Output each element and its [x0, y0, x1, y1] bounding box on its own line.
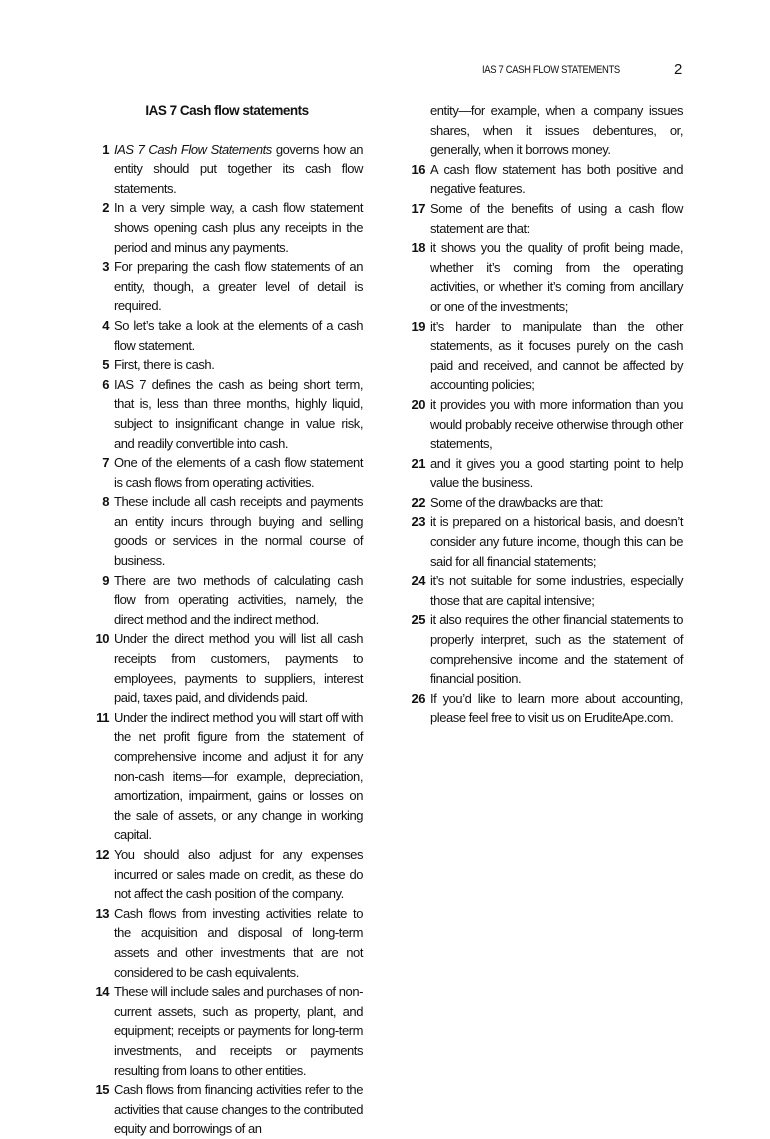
- paragraph-16: [407, 160, 683, 199]
- paragraph-number: 6: [102, 376, 109, 392]
- paragraph-text: Some of the drawbacks are that:: [430, 494, 604, 510]
- paragraph-text: Under the direct method you will list all cash receipts from customers, payments to employees, payments to suppliers, interest paid, taxes paid, and dividends paid.: [114, 631, 363, 706]
- right-column: [407, 101, 683, 728]
- paragraph-text: One of the elements of a cash flow statement is cash flows from operating activities.: [114, 455, 363, 490]
- paragraph-text: So let’s take a look at the elements of a cash flow statement.: [114, 317, 363, 353]
- paragraph-number: 25: [411, 612, 425, 628]
- paragraph-23: [407, 512, 683, 571]
- paragraph-text: it’s harder to manipulate than the other statements, as it focuses purely on the cash paid and received, and cannot be affected by accounting policies;: [430, 318, 683, 393]
- paragraph-number: 17: [411, 200, 425, 216]
- paragraph-text: [114, 140, 363, 199]
- paragraph-22: [407, 493, 683, 513]
- paragraph-19: [407, 317, 683, 395]
- paragraph-13: [91, 904, 363, 982]
- paragraph-number: 5: [102, 357, 109, 373]
- paragraph-15-continued: entity—for example, when a company issues shares, when it issues debentures, or, generally, when it borrows money.: [430, 103, 683, 158]
- paragraph-text: Cash flows from financing activities refer to the activities that cause changes to the contributed equity and borrowings of an: [114, 1082, 363, 1137]
- paragraph-number: 13: [95, 905, 109, 921]
- paragraph-9: [91, 571, 363, 630]
- paragraph-text-rest: governs how an entity should put together its cash flow statements.: [114, 141, 363, 196]
- paragraph-text: For preparing the cash flow statements of an entity, though, a greater level of detail is required.: [114, 259, 363, 314]
- paragraph-text: If you’d like to learn more about accounting, please feel free to visit us on EruditeApe.com.: [430, 690, 683, 726]
- paragraph-text: These include all cash receipts and payments an entity incurs through buying and selling goods or services in the normal course of business.: [114, 494, 363, 569]
- paragraph-number: 26: [411, 690, 425, 706]
- paragraph-number: 19: [411, 318, 425, 334]
- paragraph-text: First, there is cash.: [114, 357, 215, 373]
- paragraph-20: [407, 395, 683, 454]
- paragraph-text: Cash flows from investing activities relate to the acquisition and disposal of long-term assets and other investments that are not considered to be cash equivalents.: [114, 905, 363, 980]
- paragraph-number: 20: [411, 396, 425, 412]
- paragraph-text: You should also adjust for any expenses incurred or sales made on credit, as these do not affect the cash position of the company.: [114, 846, 363, 902]
- page-number: 2: [674, 61, 683, 78]
- paragraph-26: [407, 689, 683, 728]
- running-title: IAS 7 CASH FLOW STATEMENTS: [482, 64, 620, 76]
- paragraph-text: it provides you with more information than you would probably receive otherwise through other statements,: [430, 396, 683, 452]
- paragraph-4: [91, 316, 363, 355]
- paragraph-10: [91, 629, 363, 707]
- paragraph-text: it shows you the quality of profit being made, whether it’s coming from the operating activities, or whether it’s coming from ancillary or one of the investments;: [430, 240, 683, 314]
- running-header: [0, 61, 770, 82]
- paragraph-number: 2: [102, 200, 109, 216]
- paragraph-number: 23: [411, 514, 425, 530]
- paragraph-1: [91, 140, 363, 199]
- paragraph-8: [91, 492, 363, 570]
- paragraph-text: These will include sales and purchases of non-current assets, such as property, plant, and equipment; receipts or payments for long-term investments, and receipts or payments resulting from loans to other entities.: [114, 984, 363, 1078]
- paragraph-number: 18: [411, 240, 425, 256]
- paragraph-text: IAS 7 defines the cash as being short term, that is, less than three months, highly liquid, subject to insignificant change in value risk, and readily convertible into cash.: [114, 376, 363, 451]
- paragraph-number: 24: [411, 573, 425, 589]
- paragraph-number: 8: [102, 494, 109, 510]
- paragraph-text: it’s not suitable for some industries, especially those that are capital intensive;: [430, 573, 683, 608]
- paragraph-number: 12: [95, 846, 109, 862]
- paragraph-text: Under the indirect method you will start off with the net profit figure from the statement of comprehensive income and adjust it for any non-cash items—for example, depreciation, amortization, impairment, gains or losses on the sale of assets, or any change in working capital.: [114, 709, 363, 843]
- left-column: [91, 101, 363, 1139]
- paragraph-6: [91, 375, 363, 453]
- paragraph-14: [91, 982, 363, 1080]
- paragraph-25: [407, 610, 683, 688]
- paragraph-text: There are two methods of calculating cash flow from operating activities, namely, the direct method and the indirect method.: [114, 572, 363, 627]
- paragraph-12: [91, 845, 363, 904]
- paragraph-number: 22: [411, 494, 425, 510]
- paragraph-18: [407, 238, 683, 316]
- paragraph-number: 1: [102, 141, 109, 157]
- paragraph-number: 9: [102, 572, 109, 588]
- paragraph-11: [91, 708, 363, 845]
- paragraph-5: [91, 355, 363, 375]
- paragraph-number: 4: [102, 317, 109, 333]
- paragraph-text: it also requires the other financial statements to properly interpret, such as the statement of comprehensive income and the statement of financial position.: [430, 612, 683, 687]
- paragraph-text: and it gives you a good starting point to help value the business.: [430, 455, 683, 491]
- paragraph-number: 14: [95, 984, 109, 1000]
- paragraph-17: [407, 199, 683, 238]
- paragraph-text: In a very simple way, a cash flow statement shows opening cash plus any receipts in the period and minus any payments.: [114, 200, 363, 255]
- paragraph-number: 16: [411, 161, 425, 177]
- paragraph-number: 21: [411, 455, 425, 471]
- paragraph-text: Some of the benefits of using a cash flow statement are that:: [430, 200, 683, 236]
- paragraph-15: [91, 1080, 363, 1139]
- paragraph-2: [91, 198, 363, 257]
- paragraph-text: it is prepared on a historical basis, and doesn’t consider any future income, though this can be said for all financial statements;: [430, 514, 683, 569]
- paragraph-number: 11: [96, 709, 109, 725]
- standard-citation: IAS 7 Cash Flow Statements: [114, 141, 272, 157]
- paragraph-21: [407, 454, 683, 493]
- paragraph-3: [91, 257, 363, 316]
- paragraph-number: 10: [95, 631, 109, 647]
- paragraph-text: A cash flow statement has both positive and negative features.: [430, 161, 683, 197]
- paragraph-number: 7: [102, 455, 109, 471]
- paragraph-24: [407, 571, 683, 610]
- section-title: IAS 7 Cash flow statements: [145, 103, 309, 118]
- paragraph-number: 15: [95, 1082, 109, 1098]
- paragraph-7: [91, 453, 363, 492]
- paragraph-number: 3: [102, 259, 109, 275]
